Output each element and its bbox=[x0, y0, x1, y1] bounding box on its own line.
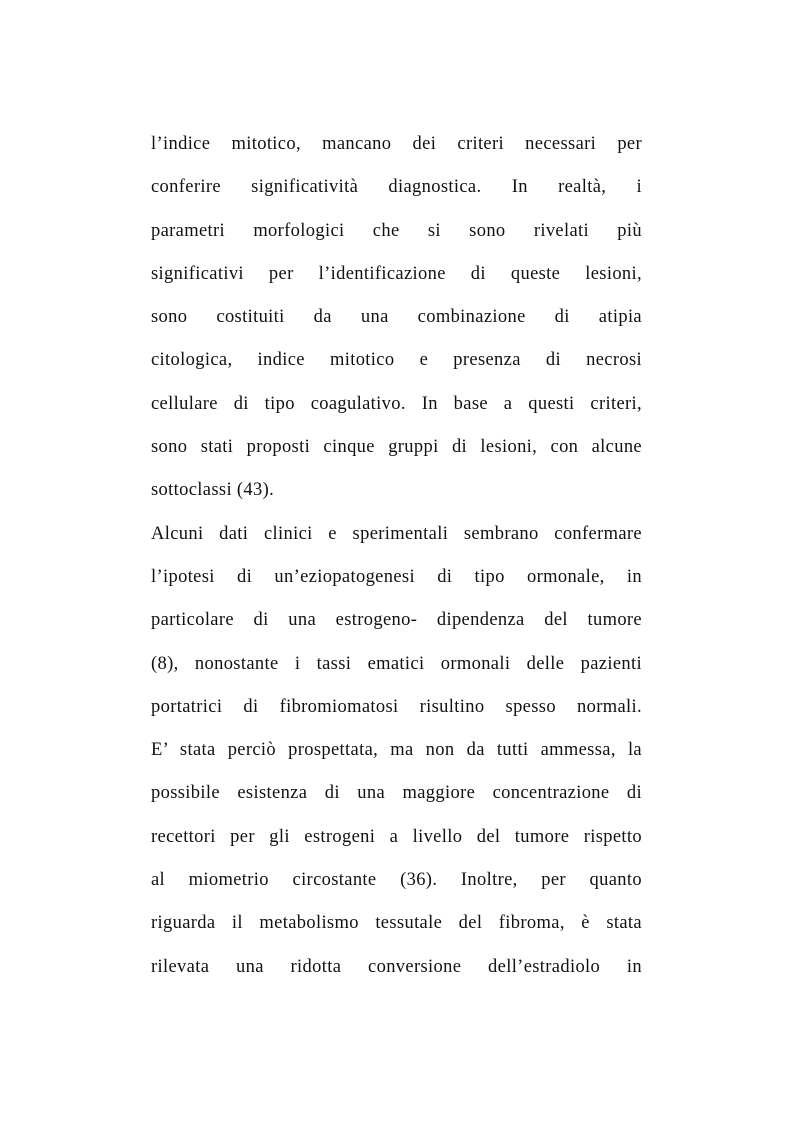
text-line: significativi per l’identificazione di queste lesioni, bbox=[151, 263, 642, 284]
text-line: l’ipotesi di un’eziopatogenesi di tipo ormonale, in bbox=[151, 566, 642, 587]
text-line: Alcuni dati clinici e sperimentali sembrano confermare bbox=[151, 523, 642, 544]
text-line: portatrici di fibromiomatosi risultino spesso normali. bbox=[151, 696, 642, 717]
text-line: sono costituiti da una combinazione di atipia bbox=[151, 307, 642, 328]
body-text bbox=[151, 128, 642, 994]
text-line: conferire significatività diagnostica. In realtà, i bbox=[151, 177, 642, 198]
text-line: citologica, indice mitotico e presenza di necrosi bbox=[151, 350, 642, 371]
text-line: sottoclassi (43). bbox=[151, 480, 275, 501]
text-line: riguarda il metabolismo tessutale del fibroma, è stata bbox=[151, 913, 642, 934]
text-line: l’indice mitotico, mancano dei criteri necessari per bbox=[151, 134, 642, 154]
text-line: particolare di una estrogeno- dipendenza del tumore bbox=[151, 610, 642, 631]
text-line: sono stati proposti cinque gruppi di lesioni, con alcune bbox=[151, 437, 642, 458]
text-line: (8), nonostante i tassi ematici ormonali delle pazienti bbox=[151, 653, 642, 674]
text-line: parametri morfologici che si sono rivelati più bbox=[151, 220, 642, 241]
text-line: cellulare di tipo coagulativo. In base a questi criteri, bbox=[151, 393, 642, 414]
text-line: E’ stata perciò prospettata, ma non da tutti ammessa, la bbox=[151, 740, 642, 761]
text-line: recettori per gli estrogeni a livello del tumore rispetto bbox=[151, 826, 642, 847]
text-line: rilevata una ridotta conversione dell’estradiolo in bbox=[151, 956, 642, 977]
text-line: al miometrio circostante (36). Inoltre, per quanto bbox=[151, 870, 642, 891]
text-line: possibile esistenza di una maggiore concentrazione di bbox=[151, 783, 642, 804]
